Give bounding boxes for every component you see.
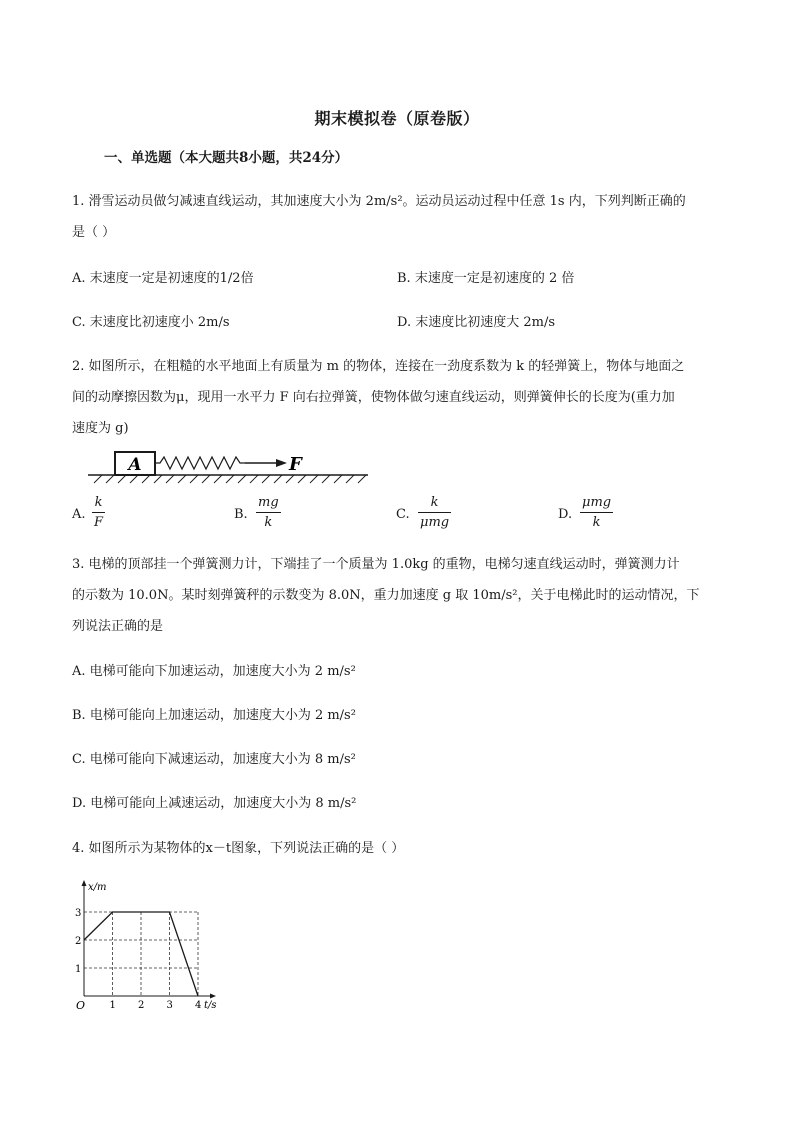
q2-option-d-numerator: μmg <box>582 495 612 510</box>
x-axis-arrow-icon <box>210 994 216 999</box>
x-axis-label: t/s <box>204 1000 217 1011</box>
q2-option-a-label: A. <box>72 507 86 522</box>
page-title: 期末模拟卷（原卷版） <box>314 109 480 128</box>
q2-stem-line3: 速度为 g) <box>72 421 129 436</box>
y-axis-arrow-icon <box>82 880 87 886</box>
q2-option-a-denominator: F <box>94 515 104 530</box>
chart-axes <box>82 880 217 999</box>
q2-stem-line1: 2. 如图所示，在粗糙的水平地面上有质量为 m 的物体，连接在一劲度系数为 k 的轻弹簧上，物体与地面之 <box>72 359 685 374</box>
y-tick-label: 3 <box>75 908 82 919</box>
q1-option-a: A. 末速度一定是初速度的1/2倍 <box>72 271 254 286</box>
q2-option-c-fraction <box>418 496 451 529</box>
xt-graph <box>70 878 230 1018</box>
q2-option-c-numerator: k <box>430 495 439 510</box>
q3-stem-line1: 3. 电梯的顶部挂一个弹簧测力计，下端挂了一个质量为 1.0kg 的重物，电梯匀速直线运动时，弹簧测力计 <box>72 557 680 572</box>
force-label: F <box>289 454 302 475</box>
q2-option-d-label: D. <box>558 507 573 522</box>
y-tick-label: 1 <box>75 964 82 975</box>
q3-stem-line2: 的示数为 10.0N。某时刻弹簧秤的示数变为 8.0N，重力加速度 g 取 10m/s²，关于电梯此时的运动情况，下 <box>72 588 700 603</box>
q3-option-c: C. 电梯可能向下减速运动，加速度大小为 8 m/s² <box>72 752 356 767</box>
y-axis-label: x/m <box>88 882 107 893</box>
origin-label: O <box>76 999 86 1012</box>
q1-stem-line1: 1. 滑雪运动员做匀减速直线运动，其加速度大小为 2m/s²。运动员运动过程中任意 1s 内，下列判断正确的 <box>72 194 686 209</box>
q1-option-d: D. 末速度比初速度大 2m/s <box>397 315 556 330</box>
q2-stem-line2: 间的动摩擦因数为μ，现用一水平力 F 向右拉弹簧，使物体做匀速直线运动，则弹簧伸长的长度为(重力加 <box>72 390 675 405</box>
q2-option-b-label: B. <box>234 507 248 522</box>
q2-option-b-fraction <box>256 496 281 529</box>
q4-stem-line1: 4. 如图所示为某物体的x－t图象，下列说法正确的是（ ） <box>72 841 405 856</box>
q1-option-c: C. 末速度比初速度小 2m/s <box>72 315 230 330</box>
q3-option-d: D. 电梯可能向上减速运动，加速度大小为 8 m/s² <box>72 796 357 811</box>
q2-option-c-label: C. <box>396 507 410 522</box>
x-tick-label: 2 <box>138 1000 145 1011</box>
q3-stem-line3: 列说法正确的是 <box>72 619 164 634</box>
q2-option-a-numerator: k <box>94 495 103 510</box>
x-tick-label: 3 <box>166 1000 173 1011</box>
q3-option-a: A. 电梯可能向下加速运动，加速度大小为 2 m/s² <box>72 664 356 679</box>
arrow-right-icon <box>276 459 287 467</box>
q2-option-b-numerator: mg <box>258 495 279 510</box>
q2-option-b-denominator: k <box>264 515 273 530</box>
ground-hatching <box>94 475 366 483</box>
spring-block-diagram <box>86 448 376 488</box>
q2-option-d-fraction <box>580 496 613 529</box>
x-tick-label: 1 <box>109 1000 116 1011</box>
y-tick-label: 2 <box>75 936 82 947</box>
q1-option-b: B. 末速度一定是初速度的 2 倍 <box>397 271 575 286</box>
q1-stem-line2: 是（ ） <box>72 225 116 240</box>
block-label: A <box>128 455 142 475</box>
spring-icon <box>155 457 245 469</box>
q2-option-d-denominator: k <box>592 515 601 530</box>
section-heading: 一、单选题（本大题共8小题，共24分） <box>104 150 349 166</box>
x-tick-label: 4 <box>195 1000 202 1011</box>
chart-grid <box>84 912 198 996</box>
q2-option-a-fraction <box>92 496 105 529</box>
q3-option-b: B. 电梯可能向上加速运动，加速度大小为 2 m/s² <box>72 708 356 723</box>
q2-option-c-denominator: μmg <box>420 515 450 530</box>
